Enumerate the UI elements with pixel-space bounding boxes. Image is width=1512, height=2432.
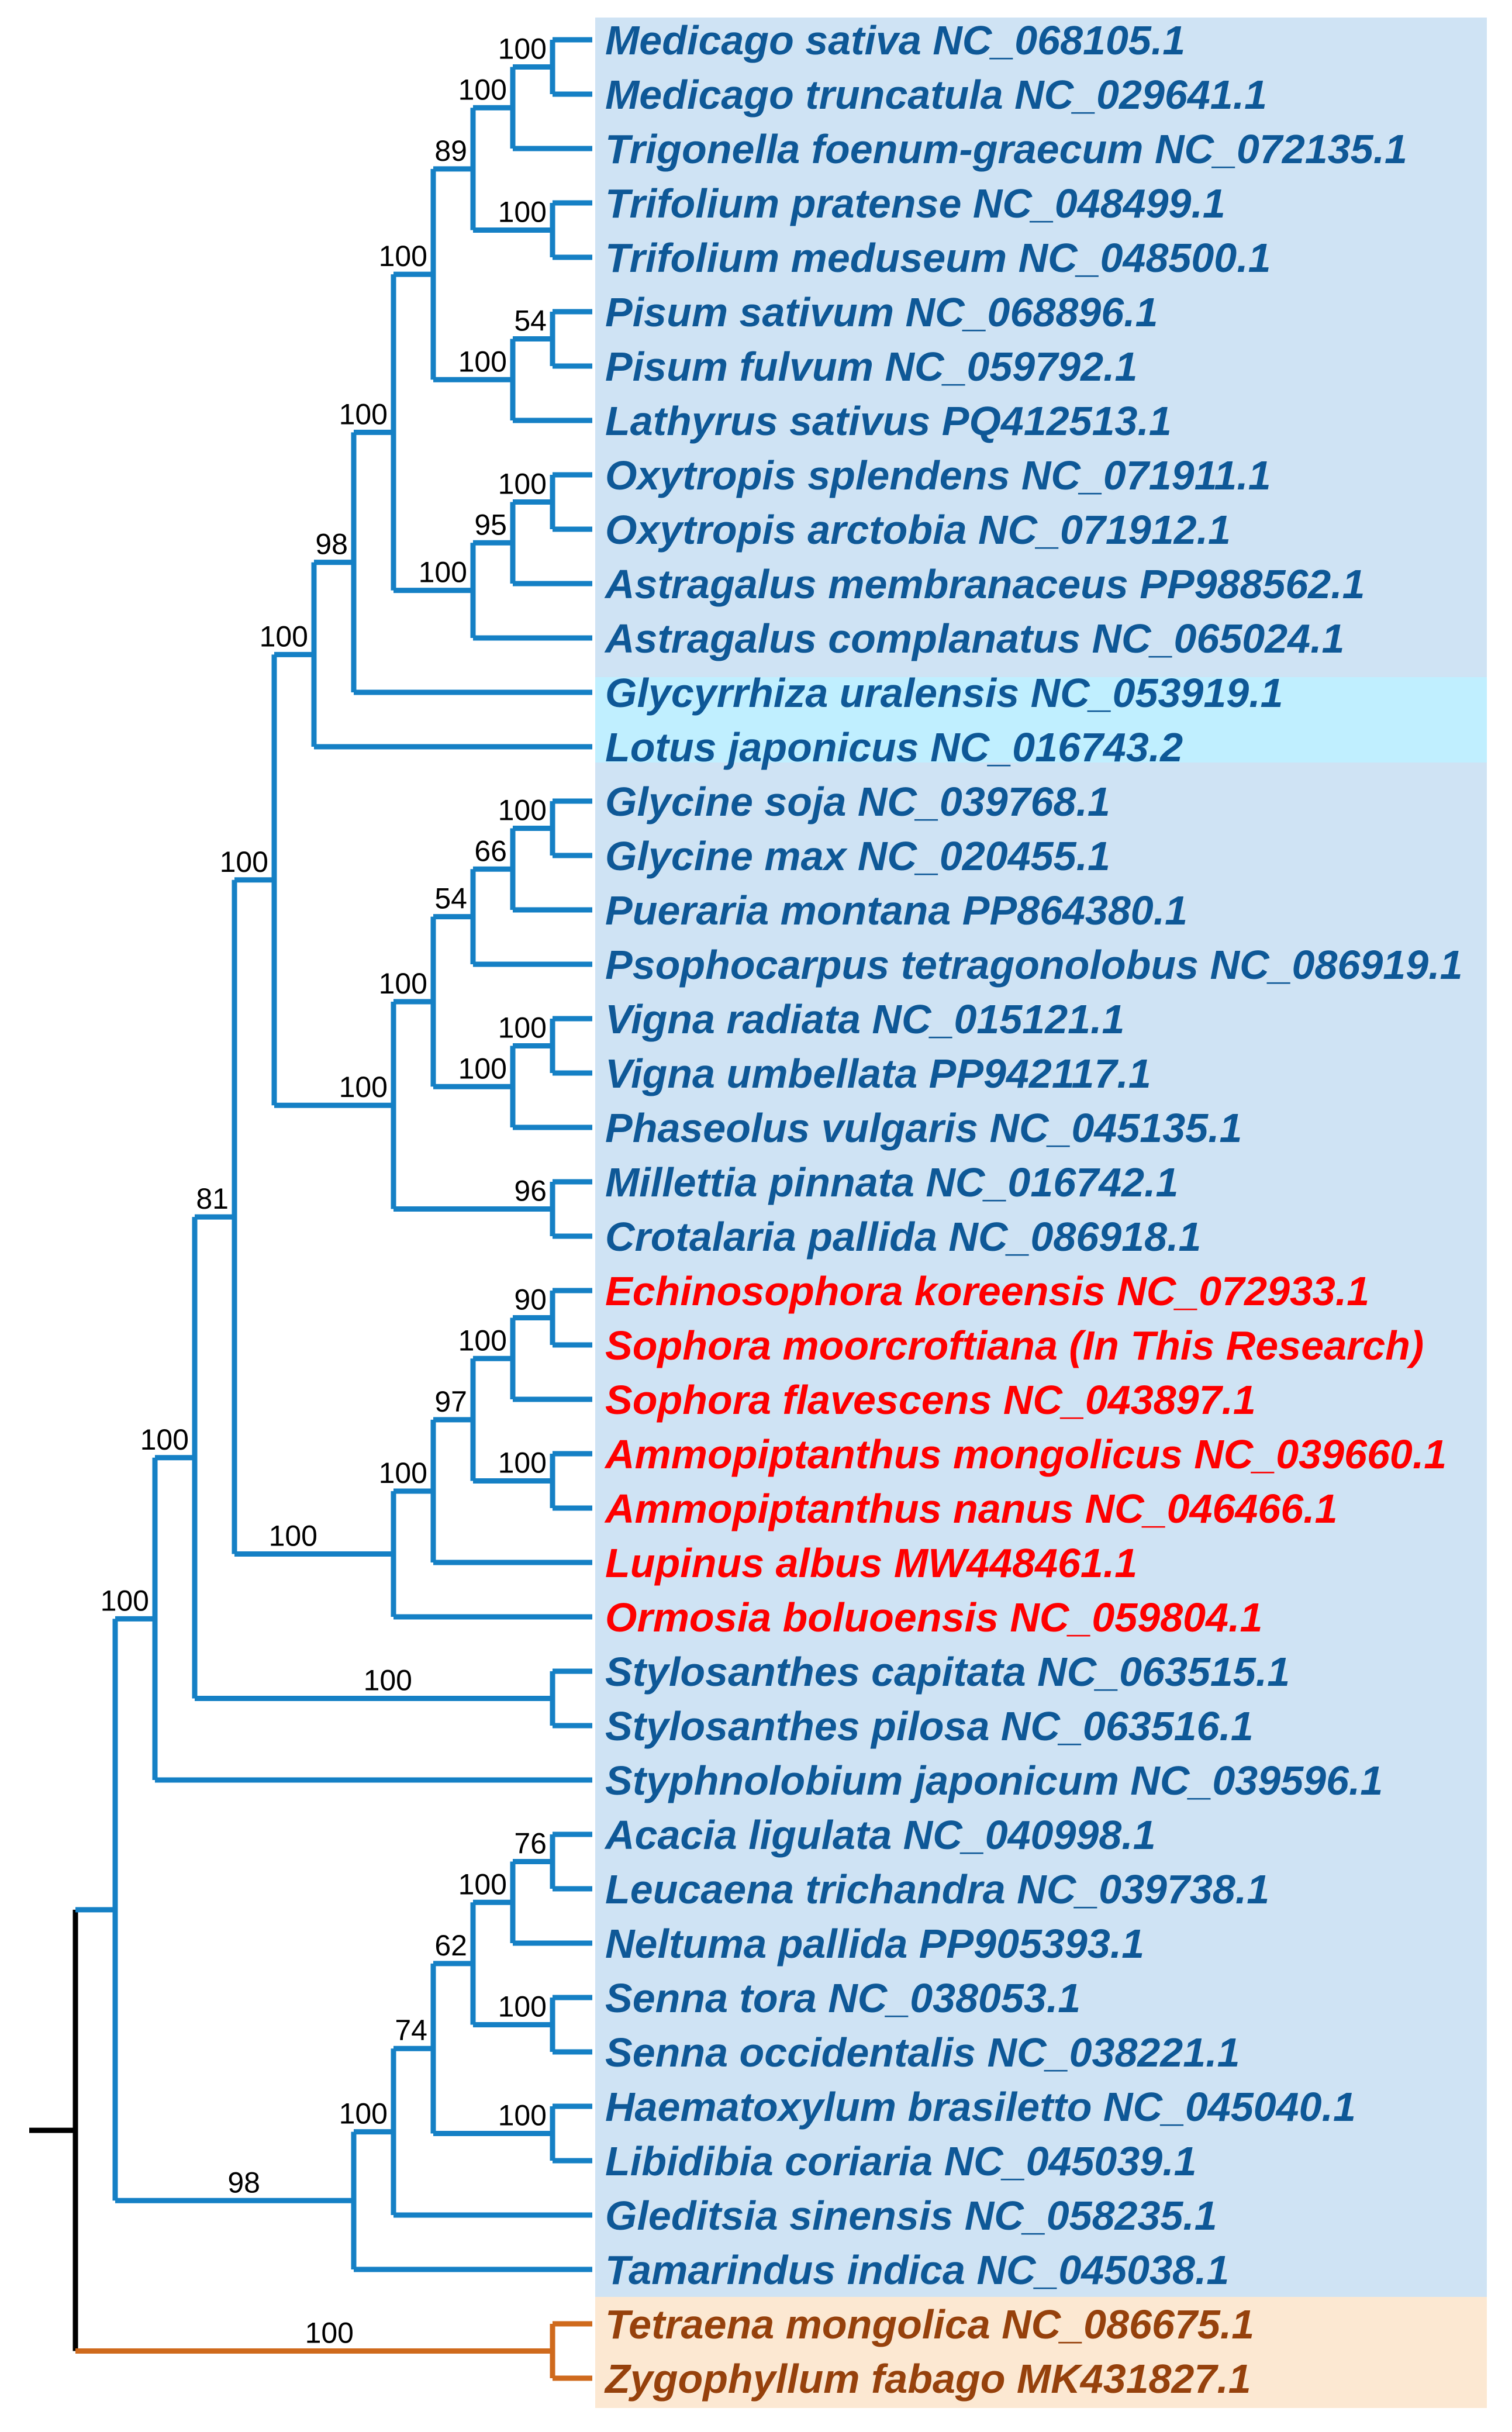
bootstrap-value: 54	[434, 882, 467, 915]
bootstrap-value: 100	[378, 967, 427, 1000]
taxon-label: Libidibia coriaria NC_045039.1	[605, 2138, 1197, 2184]
bootstrap-value: 100	[498, 32, 547, 65]
taxon-label: Leucaena trichandra NC_039738.1	[605, 1867, 1270, 1912]
taxon-label: Trifolium meduseum NC_048500.1	[605, 235, 1271, 281]
bootstrap-value: 81	[196, 1182, 229, 1216]
bootstrap-value: 95	[474, 508, 507, 541]
bootstrap-value: 100	[458, 1324, 507, 1357]
bootstrap-value: 100	[378, 1456, 427, 1489]
bootstrap-value: 100	[458, 73, 507, 106]
taxon-label: Pisum sativum NC_068896.1	[605, 289, 1158, 335]
taxon-label: Crotalaria pallida NC_086918.1	[605, 1214, 1202, 1260]
bootstrap-value: 100	[458, 1868, 507, 1901]
bootstrap-value: 96	[514, 1174, 547, 1208]
bootstrap-value: 100	[378, 240, 427, 273]
taxon-label: Tamarindus indica NC_045038.1	[605, 2247, 1230, 2293]
bootstrap-value: 100	[498, 195, 547, 229]
bootstrap-value: 100	[498, 1990, 547, 2023]
taxon-label: Senna tora NC_038053.1	[605, 1975, 1081, 2021]
bootstrap-value: 100	[498, 467, 547, 501]
bootstrap-value: 100	[339, 398, 388, 431]
taxon-label: Stylosanthes pilosa NC_063516.1	[605, 1703, 1254, 1749]
taxon-label: Styphnolobium japonicum NC_039596.1	[605, 1758, 1383, 1803]
taxon-label: Sophora moorcroftiana (In This Research)	[605, 1323, 1424, 1368]
taxon-label: Medicago truncatula NC_029641.1	[605, 72, 1268, 118]
taxon-label: Lotus japonicus NC_016743.2	[605, 725, 1183, 770]
taxon-label: Astragalus complanatus NC_065024.1	[605, 616, 1345, 661]
taxon-label: Psophocarpus tetragonolobus NC_086919.1	[605, 942, 1463, 988]
bootstrap-value: 100	[259, 620, 308, 653]
taxon-label: Trigonella foenum-graecum NC_072135.1	[605, 126, 1407, 172]
taxon-label: Vigna radiata NC_015121.1	[605, 996, 1125, 1042]
taxon-label: Pueraria montana PP864380.1	[605, 888, 1188, 933]
bootstrap-value: 100	[498, 1011, 547, 1044]
bootstrap-value: 100	[305, 2316, 354, 2350]
bootstrap-value: 100	[100, 1584, 149, 1617]
taxon-label: Haematoxylum brasiletto NC_045040.1	[605, 2084, 1356, 2130]
taxon-label: Astragalus membranaceus PP988562.1	[605, 561, 1365, 607]
taxon-label: Oxytropis splendens NC_071911.1	[605, 453, 1271, 498]
taxon-label: Trifolium pratense NC_048499.1	[605, 181, 1226, 226]
bootstrap-value: 100	[458, 1052, 507, 1085]
taxon-label: Ammopiptanthus nanus NC_046466.1	[605, 1486, 1338, 1531]
taxon-label: Echinosophora koreensis NC_072933.1	[605, 1268, 1370, 1314]
bootstrap-value: 90	[514, 1283, 547, 1316]
taxon-label: Pisum fulvum NC_059792.1	[605, 344, 1138, 389]
taxon-label: Acacia ligulata NC_040998.1	[605, 1812, 1156, 1858]
bootstrap-value: 98	[227, 2166, 260, 2199]
bootstrap-value: 62	[434, 1929, 467, 1962]
taxon-label: Ormosia boluoensis NC_059804.1	[605, 1595, 1263, 1640]
taxon-label: Sophora flavescens NC_043897.1	[605, 1377, 1256, 1423]
taxon-label: Oxytropis arctobia NC_071912.1	[605, 507, 1231, 553]
bootstrap-value: 66	[474, 834, 507, 868]
branches	[29, 40, 592, 2378]
taxon-label: Millettia pinnata NC_016742.1	[605, 1160, 1179, 1205]
bootstrap-value: 100	[498, 1446, 547, 1479]
taxon-label: Gleditsia sinensis NC_058235.1	[605, 2193, 1217, 2238]
bootstrap-value: 74	[395, 2014, 427, 2047]
taxon-label: Lupinus albus MW448461.1	[605, 1540, 1138, 1586]
bootstrap-value: 76	[514, 1827, 547, 1860]
bootstrap-value: 100	[339, 2097, 388, 2130]
taxon-label: Neltuma pallida PP905393.1	[605, 1921, 1145, 1967]
bootstrap-value: 100	[140, 1423, 189, 1456]
taxon-label: Phaseolus vulgaris NC_045135.1	[605, 1105, 1242, 1151]
bootstrap-value: 100	[498, 2099, 547, 2132]
bootstrap-value: 100	[339, 1071, 388, 1104]
bootstrap-value: 100	[363, 1664, 412, 1697]
taxon-label: Glycyrrhiza uralensis NC_053919.1	[605, 670, 1283, 716]
taxon-label: Vigna umbellata PP942117.1	[605, 1051, 1151, 1096]
taxon-label: Zygophyllum fabago MK431827.1	[605, 2356, 1251, 2402]
bootstrap-value: 100	[418, 556, 467, 589]
taxon-label: Lathyrus sativus PQ412513.1	[605, 398, 1172, 444]
taxon-label: Senna occidentalis NC_038221.1	[605, 2030, 1240, 2075]
taxon-label: Glycine soja NC_039768.1	[605, 779, 1110, 825]
taxon-label: Stylosanthes capitata NC_063515.1	[605, 1649, 1290, 1695]
bootstrap-value: 100	[219, 845, 268, 878]
bootstrap-value: 89	[434, 134, 467, 167]
taxon-label: Tetraena mongolica NC_086675.1	[605, 2302, 1255, 2347]
bootstrap-value: 100	[268, 1519, 317, 1553]
bootstrap-value: 54	[514, 304, 547, 337]
bootstrap-value: 100	[458, 345, 507, 378]
bootstrap-value: 98	[315, 527, 348, 561]
taxon-label: Glycine max NC_020455.1	[605, 833, 1110, 879]
bootstrap-value: 100	[498, 794, 547, 827]
taxon-label: Ammopiptanthus mongolicus NC_039660.1	[605, 1431, 1447, 1477]
bootstrap-value: 97	[434, 1385, 467, 1418]
taxon-label: Medicago sativa NC_068105.1	[605, 18, 1186, 63]
